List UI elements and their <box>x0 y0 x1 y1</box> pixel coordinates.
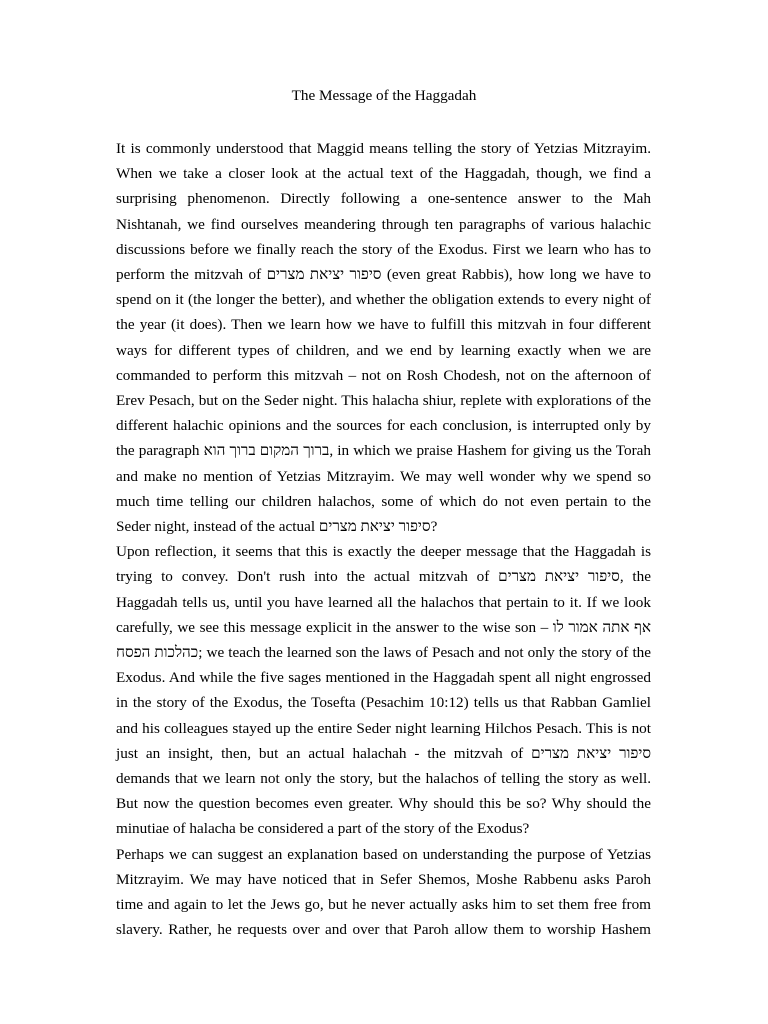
paragraph-upon-reflection: Upon reflection, it seems that this is exactly the deeper message that the Haggadah is trying to convey. Don't rush into the actual mitzvah of ‫סיפור יציאת מצרים‬, the Haggadah tells us, until you have learned all the halachos that pertain to it. If we look carefully, we see this message explicit in the answer to the wise son – ‫אף אתה אמור לו כהלכות הפסח‬; we teach the learned son the laws of Pesach and not only the story of the Exodus. And while the five sages mentioned in the Haggadah spent all night engrossed in the story of the Exodus, the Tosefta (Pesachim 10:12) tells us that Rabban Gamliel and his colleagues stayed up the entire Seder night learning Hilchos Pesach. This is not just an insight, then, but an actual halachah - the mitzvah of ‫סיפור יציאת מצרים‬ demands that we learn not only the story, but the halachos of telling the story as well. But now the question becomes even greater. Why should this be so? Why should the minutiae of halacha be considered a part of the story of the Exodus? <box>116 543 652 838</box>
document-body <box>116 136 651 943</box>
document-title: The Message of the Haggadah <box>291 87 477 104</box>
paragraph-maggid-intro: It is commonly understood that Maggid means telling the story of Yetzias Mitzrayim. When we take a closer look at the actual text of the Haggadah, though, we find a surprising phenomenon. Directly following a one-sentence answer to the Mah Nishtanah, we find ourselves meandering through ten paragraphs of various halachic discussions before we finally reach the story of the Exodus. First we learn who has to perform the mitzvah of ‫סיפור יציאת מצרים‬ (even great Rabbis), how long we have to spend on it (the longer the better), and whether the obligation extends to every night of the year (it does). Then we learn how we have to fulfill this mitzvah in four different ways for different types of children, and we end by learning exactly when we are commanded to perform this mitzvah – not on Rosh Chodesh, not on the afternoon of Erev Pesach, but on the Seder night. This halacha shiur, replete with explorations of the different halachic opinions and the sources for each conclusion, is interrupted only by the paragraph ‫ברוך המקום ברוך הוא‬, in which we praise Hashem for giving us the Torah and make no mention of Yetzias Mitzrayim. We may well wonder why we spend so much time telling our children halachos, some of which do not even pertain to the Seder night, instead of the actual ‫סיפור יציאת מצרים‬? <box>116 140 651 536</box>
paragraph-purpose-of-exodus: Perhaps we can suggest an explanation based on understanding the purpose of Yetzias Mitzrayim. We may have noticed that in Sefer Shemos, Moshe Rabbenu asks Paroh time and again to let the Jews go, but he never actually asks him to set them free from slavery. Rather, he requests over and over that Paroh allow them to worship Hashem <box>116 845 651 939</box>
